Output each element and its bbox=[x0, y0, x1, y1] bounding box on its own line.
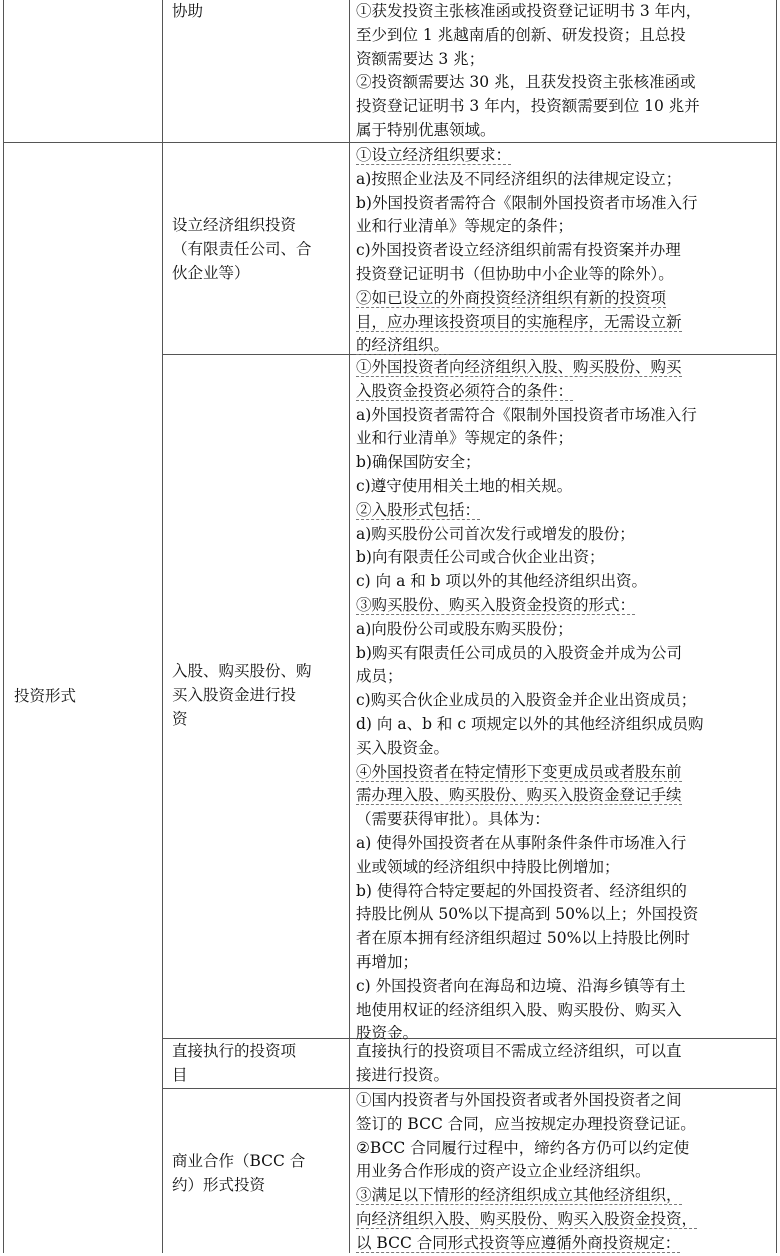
detail-line: 业或领域的经济组织中持股比例增加； bbox=[356, 857, 620, 876]
cell-subtype-zhijie bbox=[172, 1040, 342, 1088]
table-column-divider-2 bbox=[349, 0, 350, 1253]
detail-line: 属于特别优惠领域。 bbox=[356, 120, 496, 139]
detail-line bbox=[356, 784, 772, 808]
detail-line: b)外国投资者需符合《限制外国投资者市场准入行 bbox=[356, 193, 698, 212]
detail-line bbox=[356, 594, 772, 618]
detail-line: 地使用权证的经济组织入股、购买股份、购买入 bbox=[356, 1000, 682, 1019]
highlighted-text: 的经济组织。 bbox=[356, 336, 450, 355]
subtype-label: 入股、购买股份、购 bbox=[172, 662, 312, 680]
detail-line: a)外国投资者需符合《限制外国投资者市场准入行 bbox=[356, 405, 697, 424]
cell-detail-sheli bbox=[356, 144, 772, 358]
detail-line bbox=[356, 311, 772, 335]
cell-category bbox=[14, 685, 76, 709]
detail-line: b)购买有限责任公司成员的入股资金并成为公司 bbox=[356, 643, 682, 662]
detail-line: ①获发投资主张核准函或投资登记证明书 3 年内， bbox=[356, 2, 702, 20]
cell-subtype-bcc bbox=[172, 1150, 342, 1198]
detail-line: 持股比例从 50%以下提高到 50%以上；外国投资 bbox=[356, 905, 699, 924]
detail-line: 再增加； bbox=[356, 952, 419, 971]
detail-line bbox=[356, 499, 772, 523]
detail-line: 投资登记证明书（但协助中小企业等的除外）。 bbox=[356, 264, 674, 283]
subtype-label: 商业合作（BCC 合 bbox=[172, 1152, 306, 1170]
detail-line: b)确保国防安全； bbox=[356, 453, 481, 472]
subtype-label: 设立经济组织投资 bbox=[172, 216, 297, 234]
category-label: 投资形式 bbox=[14, 687, 77, 705]
detail-line: 成员； bbox=[356, 667, 403, 686]
detail-line: a)按照企业法及不同经济组织的法律规定设立； bbox=[356, 169, 682, 188]
detail-line: 者在原本拥有经济组织超过 50%以上持股比例时 bbox=[356, 929, 690, 948]
detail-line: 用业务合作形成的资产设立企业经济组织。 bbox=[356, 1162, 651, 1181]
detail-line: a)购买股份公司首次发行或增发的股份； bbox=[356, 524, 635, 543]
cell-detail-xiezhu bbox=[356, 0, 772, 143]
detail-line bbox=[356, 1232, 772, 1256]
highlighted-text: 向经济组织入股、购买股份、购买入股资金投资， bbox=[356, 1209, 698, 1228]
subtype-label: 约）形式投资 bbox=[172, 1175, 266, 1194]
subtype-label: 协助 bbox=[172, 2, 204, 20]
detail-line: c) 外国投资者向在海岛和边境、沿海乡镇等有土 bbox=[356, 976, 686, 995]
detail-line: ①国内投资者与外国投资者或者外国投资者之间 bbox=[356, 1091, 682, 1109]
detail-line bbox=[356, 1208, 772, 1232]
detail-line: c)购买合伙企业成员的入股资金并企业出资成员； bbox=[356, 691, 697, 710]
detail-line: 买入股资金。 bbox=[356, 738, 450, 757]
subtype-label: 资 bbox=[172, 709, 188, 728]
subtype-label: 目 bbox=[172, 1065, 188, 1084]
cell-subtype-rugu bbox=[172, 660, 342, 731]
detail-line: b)向有限责任公司或合伙企业出资； bbox=[356, 548, 605, 567]
subtype-label: 直接执行的投资项 bbox=[172, 1042, 297, 1060]
table-border-right bbox=[776, 0, 777, 1253]
highlighted-heading: ②入股形式包括： bbox=[356, 500, 481, 519]
cell-subtype-xiezhu bbox=[172, 0, 342, 24]
cell-subtype-sheli bbox=[172, 214, 342, 285]
detail-line bbox=[356, 761, 772, 785]
highlighted-text: ②如已设立的外商投资经济组织有新的投资项 bbox=[356, 288, 667, 307]
cell-detail-rugu bbox=[356, 356, 772, 1046]
highlighted-heading: ④外国投资者在特定情形下变更成员或者股东前 bbox=[356, 762, 682, 781]
detail-line bbox=[356, 144, 772, 168]
detail-line bbox=[356, 287, 772, 311]
highlighted-text: 目，应办理该投资项目的实施程序，无需设立新 bbox=[356, 312, 682, 331]
detail-line: c)外国投资者设立经济组织前需有投资案并办理 bbox=[356, 241, 681, 260]
detail-line: 至少到位 1 兆越南盾的创新、研发投资；且总投 bbox=[356, 25, 686, 44]
highlighted-heading: 入股资金投资必须符合的条件： bbox=[356, 381, 574, 400]
detail-line: ②BCC 合同履行过程中，缔约各方仍可以约定使 bbox=[356, 1138, 690, 1157]
detail-line: 投资登记证明书 3 年内，投资额需要到位 10 兆并 bbox=[356, 97, 700, 116]
highlighted-heading: ③购买股份、购买入股资金投资的形式： bbox=[356, 595, 636, 614]
detail-line: ②投资额需要达 30 兆，且获发投资主张核准函或 bbox=[356, 73, 696, 92]
detail-line: 直接执行的投资项目不需成立经济组织，可以直 bbox=[356, 1042, 682, 1060]
detail-line bbox=[356, 380, 772, 404]
detail-line: c) 向 a 和 b 项以外的其他经济组织出资。 bbox=[356, 572, 648, 591]
highlighted-heading: 需办理入股、购买股份、购买入股资金登记手续 bbox=[356, 786, 682, 805]
highlighted-text: 以 BCC 合同形式投资等应遵循外商投资规定： bbox=[356, 1233, 681, 1252]
highlighted-heading: ①设立经济组织要求： bbox=[356, 146, 512, 164]
detail-line bbox=[356, 356, 772, 380]
detail-line bbox=[356, 334, 772, 358]
detail-line: 接进行投资。 bbox=[356, 1065, 450, 1084]
table-column-divider-1 bbox=[162, 0, 163, 1253]
detail-line bbox=[356, 1184, 772, 1208]
highlighted-text: ③满足以下情形的经济组织成立其他经济组织， bbox=[356, 1186, 682, 1205]
subtype-label: （有限责任公司、合 bbox=[172, 239, 312, 258]
detail-line: 资额需要达 3 兆； bbox=[356, 49, 485, 68]
detail-line: a) 使得外国投资者在从事附条件条件市场准入行 bbox=[356, 833, 687, 852]
detail-line: a)向股份公司或股东购买股份； bbox=[356, 619, 573, 638]
detail-line: c)遵守使用相关土地的相关规。 bbox=[356, 476, 573, 495]
highlighted-heading: ①外国投资者向经济组织入股、购买股份、购买 bbox=[356, 358, 682, 376]
detail-line: 签订的 BCC 合同，应当按规定办理投资登记证。 bbox=[356, 1114, 696, 1133]
detail-line: 股资金。 bbox=[356, 1024, 419, 1043]
subtype-label: 买入股资金进行投 bbox=[172, 685, 297, 704]
detail-line: d) 向 a、b 和 c 项规定以外的其他经济组织成员购 bbox=[356, 714, 704, 733]
cell-detail-zhijie bbox=[356, 1040, 772, 1088]
detail-line: （需要获得审批）。具体为： bbox=[356, 810, 550, 829]
table-border-left bbox=[3, 0, 4, 1253]
detail-line: b) 使得符合特定要起的外国投资者、经济组织的 bbox=[356, 881, 687, 900]
detail-line: 业和行业清单》等规定的条件； bbox=[356, 217, 574, 236]
subtype-label: 伙企业等） bbox=[172, 263, 250, 282]
detail-line: 业和行业清单》等规定的条件； bbox=[356, 429, 574, 448]
cell-detail-bcc bbox=[356, 1089, 772, 1256]
